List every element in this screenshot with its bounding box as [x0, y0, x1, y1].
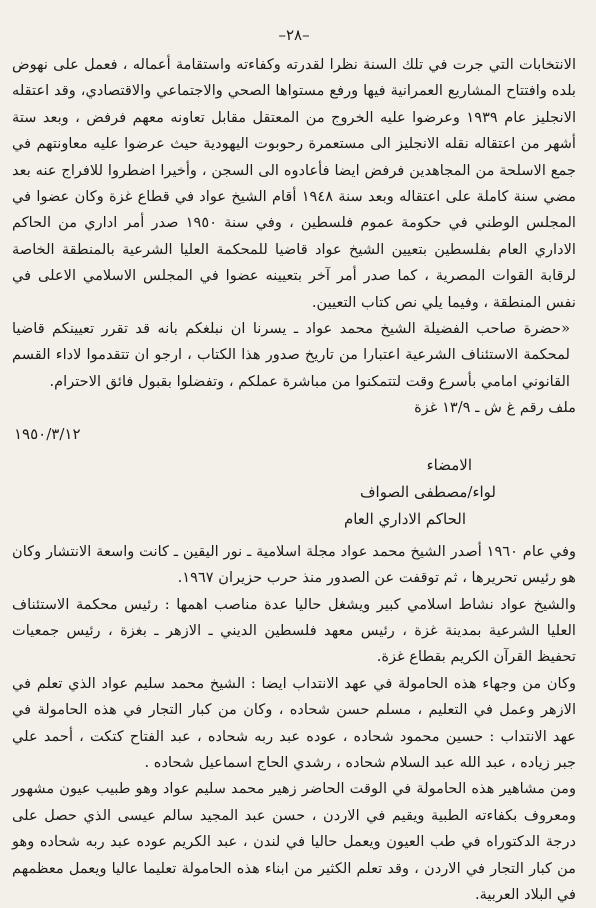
- body-section: [12, 539, 576, 908]
- signatory-name: لواء/مصطفى الصواف: [359, 482, 496, 501]
- intro-section: [12, 52, 576, 422]
- letter-date: ١٩٥٠/٣/١٢: [14, 424, 81, 443]
- body-paragraph: وكان من وجهاء هذه الحامولة في عهد الانتداب ايضا : الشيخ محمد سليم عواد الذي تعلم في الازهر وعمل في التعليم ، مسلم حسن شحاده ، وكان من كبار التجار في هذه الحامولة في عهد الانتداب : حسين محمود شحاده ، عوده عبد ربه شحاده ، عبد الفتاح كتكت ، أحمد علي جبر زياده ، عبد الله عبد السلام شحاده ، رشدي الحاج اسماعيل شحاده .: [12, 674, 576, 771]
- page-number: –٢٨–: [278, 26, 310, 44]
- body-paragraph: وفي عام ١٩٦٠ أصدر الشيخ محمد عواد مجلة اسلامية ـ نور اليقين ـ كانت واسعة الانتشار وكان هو رئيس تحريرها ، ثم توقفت عن الصدور منذ حرب حزيران ١٩٦٧.: [12, 542, 576, 587]
- appointment-letter-quote: «حضرة صاحب الفضيلة الشيخ محمد عواد ـ يسرنا ان نبلغكم بانه قد تقرر تعيينكم قاضيا لمحكمة الاستئناف الشرعية اعتبارا من تاريخ صدور هذا الكتاب ، ارجو ان تتقدموا لاداء القسم القانوني امامي بأسرع وقت لتتمكنوا من مباشرة عملكم ، وتفضلوا بقبول فائق الاحترام.: [12, 320, 570, 390]
- intro-paragraph: الانتخابات التي جرت في تلك السنة نظرا لقدرته وكفاءته واستقامة أعماله ، فعمل على نهوض بلده وافتتاح المشاريع العمرانية فيها ورفع مستواها الصحي والاجتماعي والاقتصادي، وقد اعتقله الانجليز عام ١٩٣٩ وعرضوا عليه الخروج من المعتقل مقابل تعاونه معهم فرفض ، وبعد ستة أشهر من اعتقاله نقله الانجليز الى مستعمرة رحوبوت اليهودية حيث عرضوا عليه معاونتهم في جمع الاسلحة من المجاهدين فرفض ايضا فأعادوه الى السجن ، وأخيرا اضطروا للافراج عنه بعد مضي سنة كاملة على اعتقاله وبعد سنة ١٩٤٨ أقام الشيخ عواد في قطاع غزة وكان عضوا في المجلس الوطني في حكومة عموم فلسطين ، وفي سنة ١٩٥٠ صدر أمر اداري من الحاكم الاداري العام بفلسطين بتعيين الشيخ عواد قاضيا للمحكمة العليا الشرعية بالمنطقة الخاصة لرقابة القوات المصرية ، كما صدر أمر آخر بتعيينه عضوا في المجلس الاسلامي الاعلى في نفس المنطقة ، وفيما يلي نص كتاب التعيين.: [12, 56, 576, 311]
- signature-heading: الامضاء: [426, 455, 472, 474]
- signature-block: [12, 452, 576, 533]
- file-reference: ملف رقم غ ش ـ ١٣/٩ غزة: [414, 399, 576, 417]
- body-paragraph: ومن مشاهير هذه الحامولة في الوقت الحاضر زهير محمد سليم عواد وهو طبيب عيون مشهور ومعروف بكفاءته الطبية ويقيم في الاردن ، حسن عبد المجيد سالم عيسى الذي حصل على درجة الدكتوراه في طب العيون ويعمل حاليا في لندن ، عبد الكريم عوده عبد ربه شحاده وهو من كبار التجار في الاردن ، وقد تعلم الكثير من ابناء هذه الحامولة تعليما عاليا ويعمل معظمهم في البلاد العربية.: [12, 780, 576, 903]
- signatory-title: الحاكم الاداري العام: [343, 509, 466, 528]
- body-paragraph: والشيخ عواد نشاط اسلامي كبير ويشغل حاليا عدة مناصب اهمها : رئيس محكمة الاستئناف العليا الشرعية بمدينة غزة ، رئيس معهد فلسطين الديني ـ الازهر ـ بغزة ، رئيس جمعيات تحفيظ القرآن الكريم بقطاع غزة.: [12, 595, 576, 666]
